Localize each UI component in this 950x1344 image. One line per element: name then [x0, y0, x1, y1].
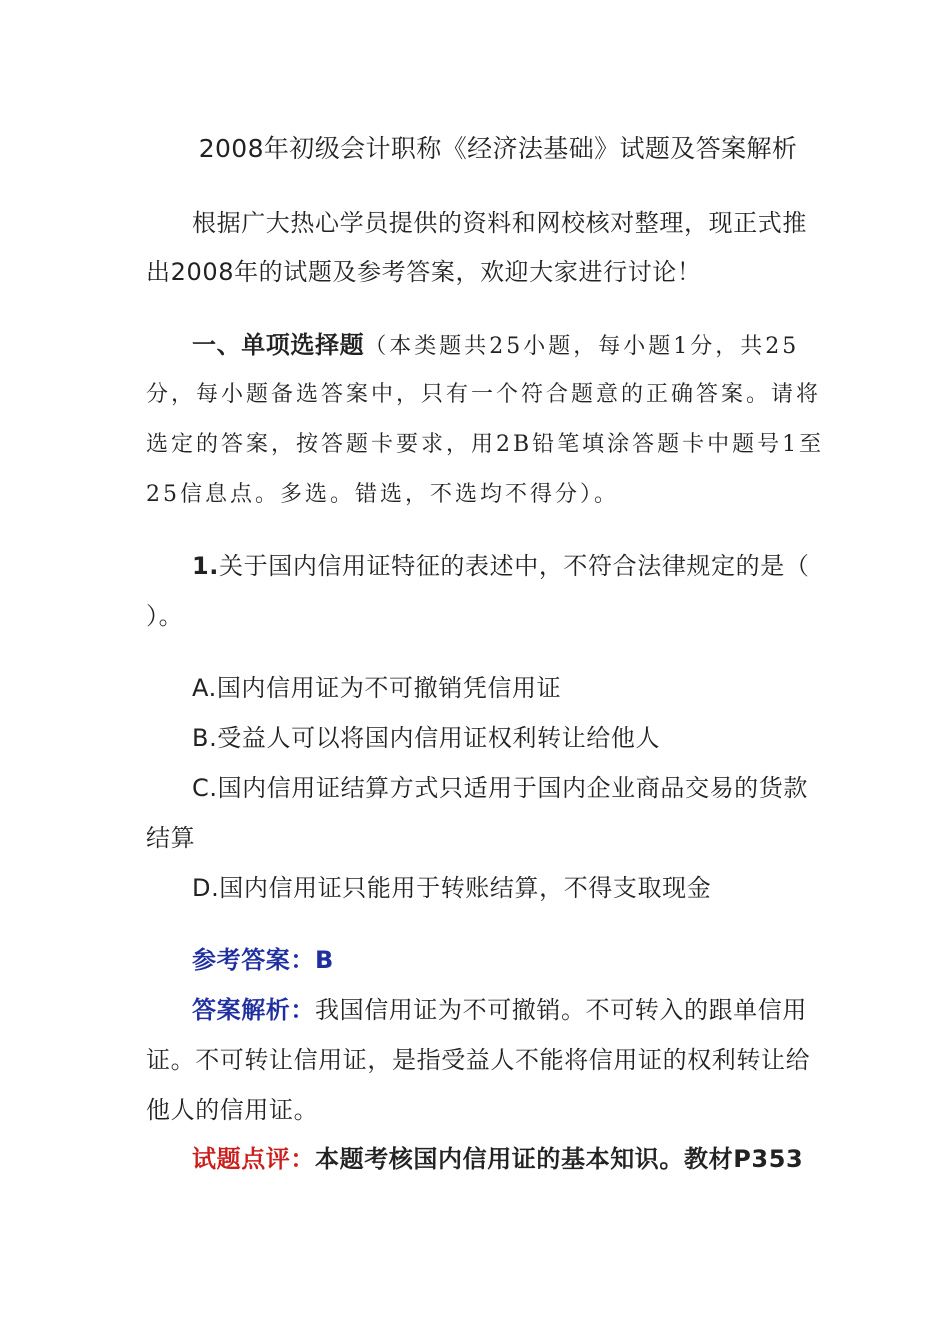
section-note-line-4: 25信息点。多选。错选，不选均不得分）。 — [146, 482, 619, 507]
question-text-line-1: 关于国内信用证特征的表述中，不符合法律规定的是（ — [219, 552, 810, 580]
comment-label: 试题点评： — [192, 1145, 315, 1173]
question-number: 1. — [192, 552, 220, 580]
answer-value: B — [315, 946, 334, 974]
analysis-label: 答案解析： — [192, 996, 315, 1024]
section-heading: 一、单项选择题 — [192, 331, 365, 359]
intro-line-2: 出2008年的试题及参考答案，欢迎大家进行讨论！ — [146, 258, 702, 286]
answer-line — [192, 945, 816, 975]
question-text-line-2: ）。 — [146, 602, 184, 630]
comment-line — [192, 1144, 816, 1174]
option-d: D.国内信用证只能用于转账结算，不得支取现金 — [192, 874, 712, 902]
section-heading-line — [192, 330, 816, 362]
comment-text: 本题考核国内信用证的基本知识。教材P353 — [315, 1145, 804, 1173]
analysis-text-line-1: 我国信用证为不可撤销。不可转入的跟单信用 — [315, 996, 807, 1024]
option-a: A.国内信用证为不可撤销凭信用证 — [192, 674, 562, 702]
question-line-1 — [192, 551, 816, 581]
option-c-line-1: C.国内信用证结算方式只适用于国内企业商品交易的货款 — [192, 774, 808, 802]
option-b: B.受益人可以将国内信用证权利转让给他人 — [192, 724, 661, 752]
analysis-line-1 — [192, 995, 816, 1025]
section-note-line-3: 选定的答案，按答题卡要求，用2B铅笔填涂答题卡中题号1至 — [146, 432, 825, 457]
document-title: 2008年初级会计职称《经济法基础》试题及答案解析 — [198, 134, 798, 163]
section-note-line-1: （本类题共25小题，每小题1分，共25 — [364, 334, 800, 359]
option-c-line-2: 结算 — [146, 824, 196, 852]
answer-label: 参考答案： — [192, 946, 315, 974]
intro-line-1: 根据广大热心学员提供的资料和网校核对整理，现正式推 — [192, 209, 807, 237]
analysis-text-line-3: 他人的信用证。 — [146, 1096, 319, 1124]
analysis-text-line-2: 证。不可转让信用证，是指受益人不能将信用证的权利转让给 — [146, 1046, 811, 1074]
section-note-line-2: 分，每小题备选答案中，只有一个符合题意的正确答案。请将 — [146, 382, 822, 407]
